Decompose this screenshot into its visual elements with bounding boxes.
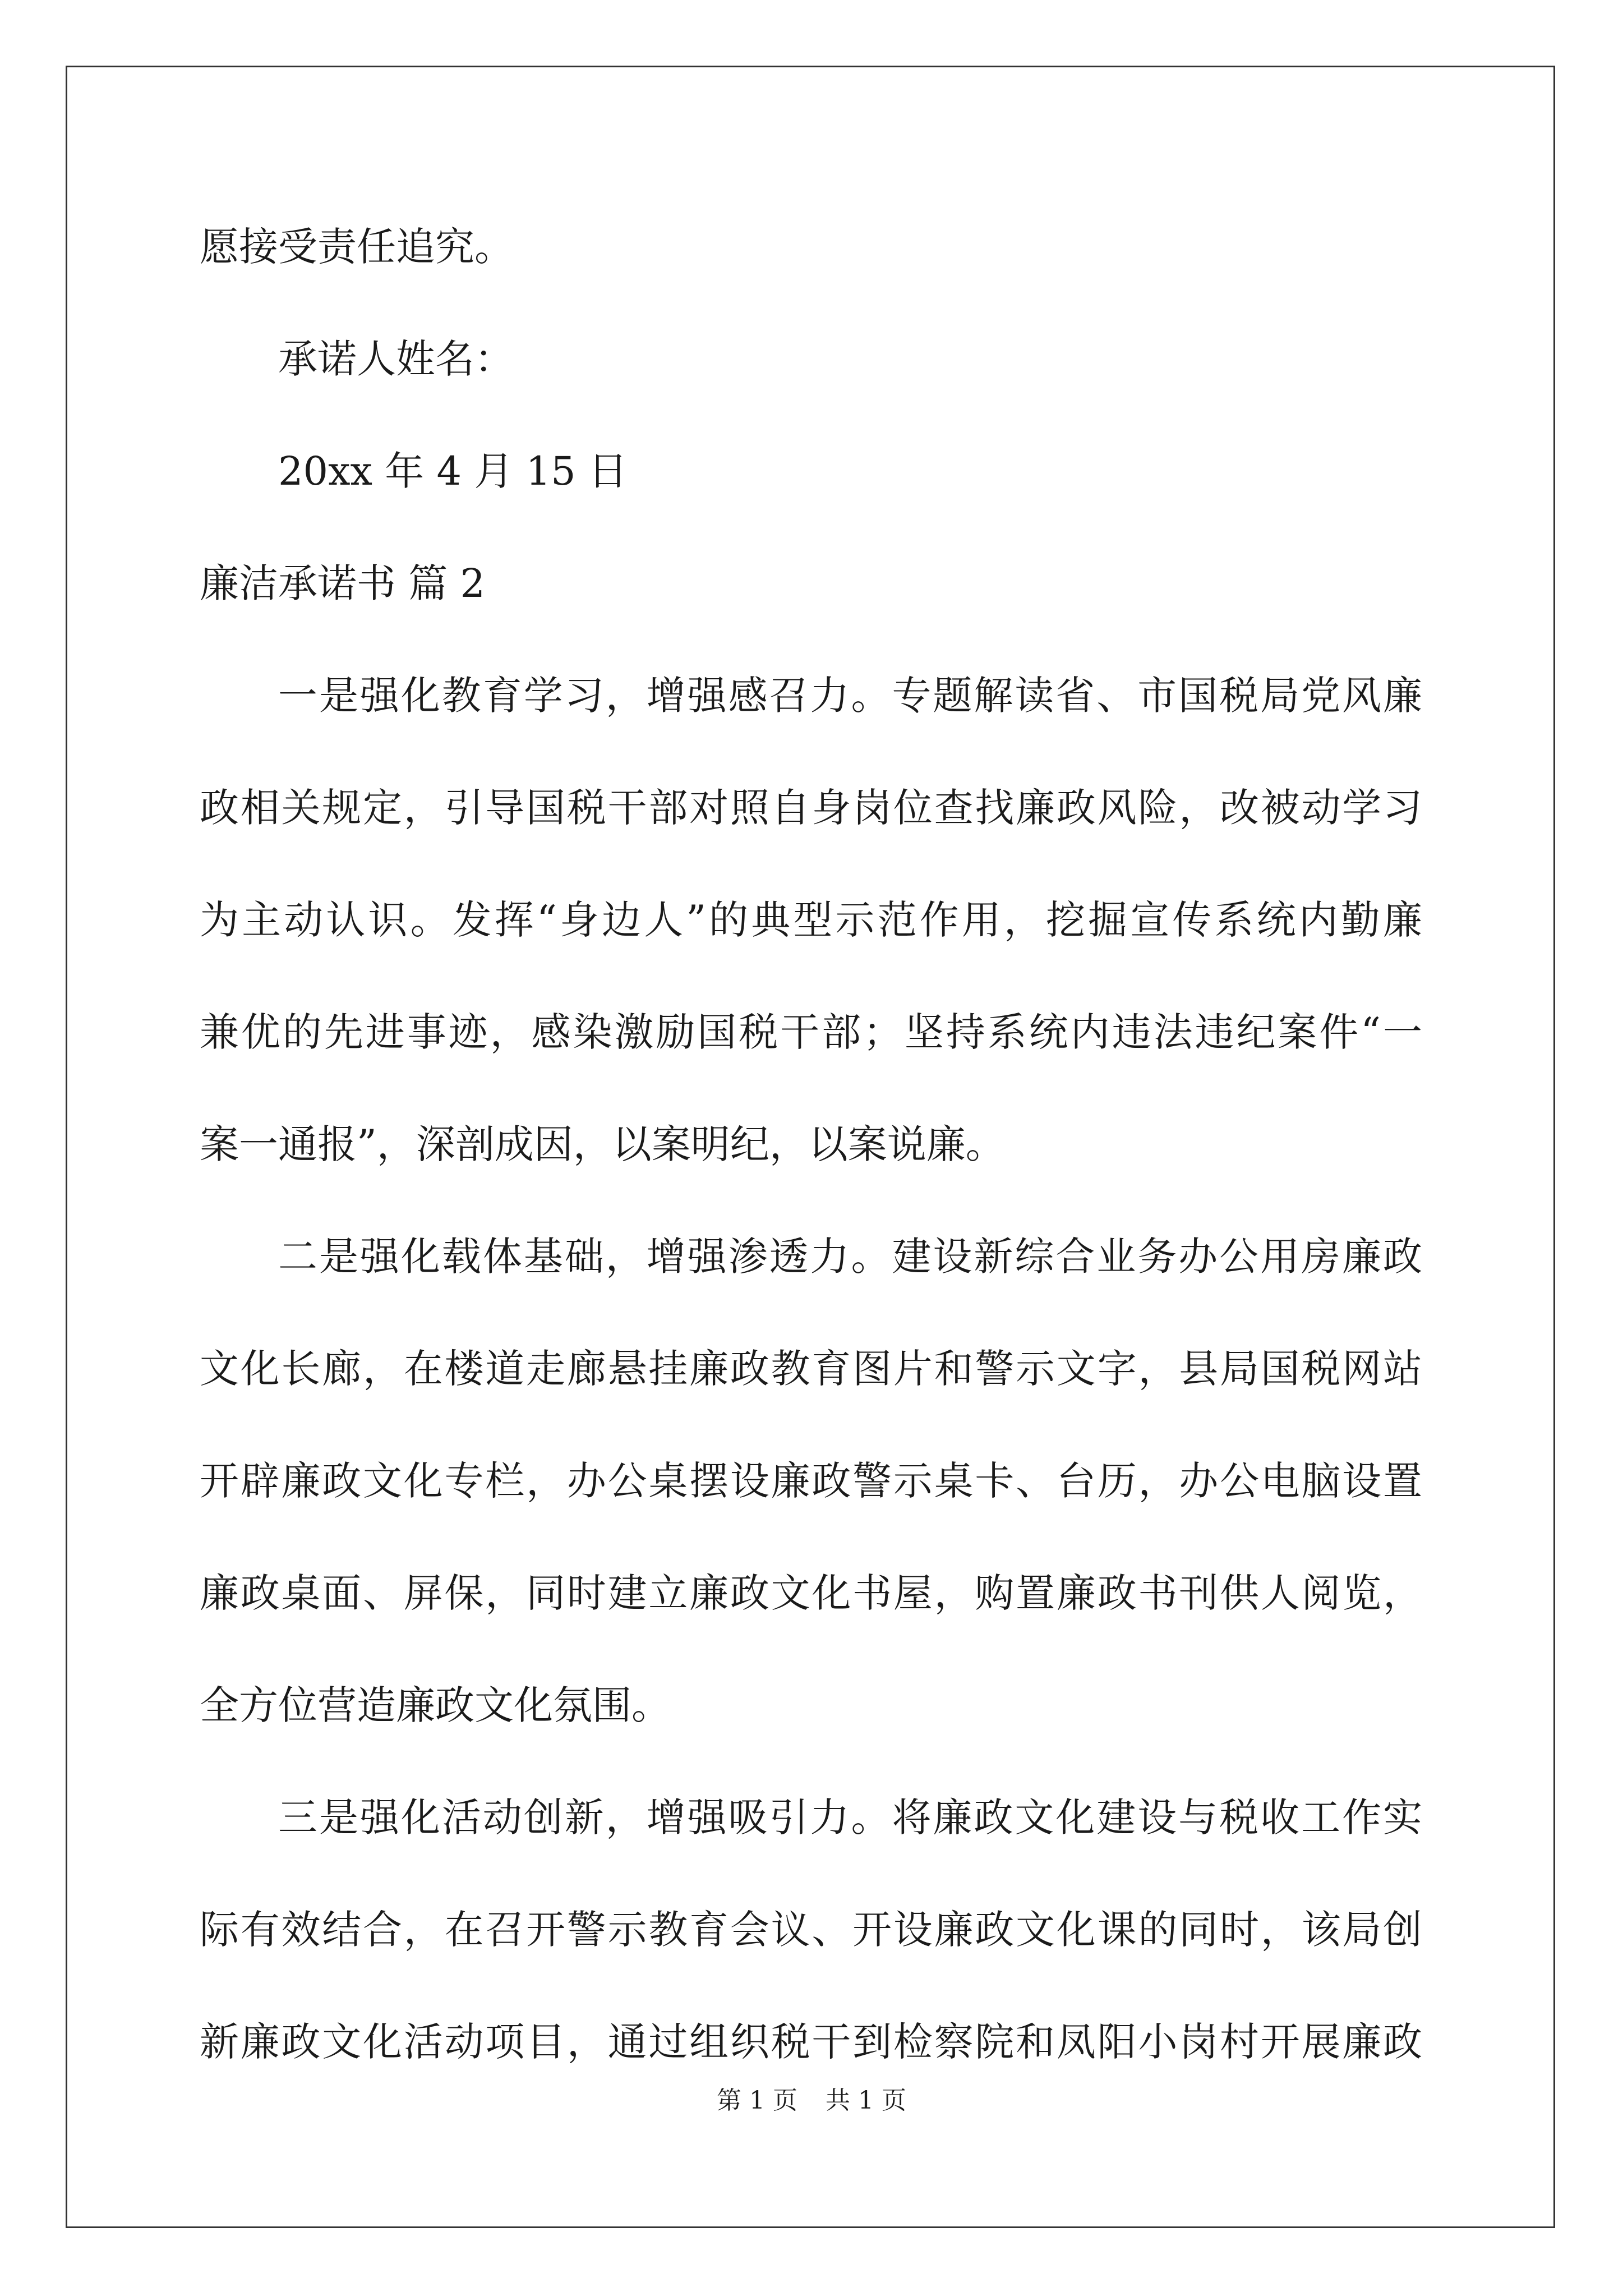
paragraph-1-line-2: 政相关规定，引导国税干部对照自身岗位查找廉政风险，改被动学习 [200,785,1422,831]
paragraph-2-line-1: 二是强化载体基础，增强渗透力。建设新综合业务办公用房廉政 [278,1234,1422,1280]
paragraph-2-line-4: 廉政桌面、屏保，同时建立廉政文化书屋，购置廉政书刊供人阅览， [200,1570,1422,1616]
paragraph-2-line-5: 全方位营造廉政文化氛围。 [200,1682,671,1728]
page-number-total: 共 1 页 [826,2086,906,2115]
paragraph-3-line-2: 际有效结合，在召开警示教育会议、开设廉政文化课的同时，该局创 [200,1907,1422,1953]
paragraph-1-line-3: 为主动认识。发挥“身边人”的典型示范作用，挖掘宣传系统内勤廉 [200,897,1422,943]
page-number-current: 第 1 页 [717,2086,797,2115]
paragraph-2-line-3: 开辟廉政文化专栏，办公桌摆设廉政警示桌卡、台历，办公电脑设置 [200,1458,1422,1504]
signature-name-label: 承诺人姓名： [278,336,514,382]
page-footer [0,2084,1623,2118]
text-line-continuation: 愿接受责任追究。 [200,224,514,270]
paragraph-1-line-5: 案一通报”，深剖成因，以案明纪，以案说廉。 [200,1121,1005,1167]
paragraph-1-line-1: 一是强化教育学习，增强感召力。专题解读省、市国税局党风廉 [278,673,1422,719]
paragraph-2-line-2: 文化长廊，在楼道走廊悬挂廉政教育图片和警示文字，县局国税网站 [200,1346,1422,1392]
section-heading: 廉洁承诺书 篇 2 [200,560,486,606]
paragraph-3-line-3: 新廉政文化活动项目，通过组织税干到检察院和凤阳小岗村开展廉政 [200,2019,1422,2065]
paragraph-3-line-1: 三是强化活动创新，增强吸引力。将廉政文化建设与税收工作实 [278,1795,1422,1841]
signature-date: 20xx 年 4 月 15 日 [278,448,628,494]
paragraph-1-line-4: 兼优的先进事迹，感染激励国税干部；坚持系统内违法违纪案件“一 [200,1009,1422,1055]
